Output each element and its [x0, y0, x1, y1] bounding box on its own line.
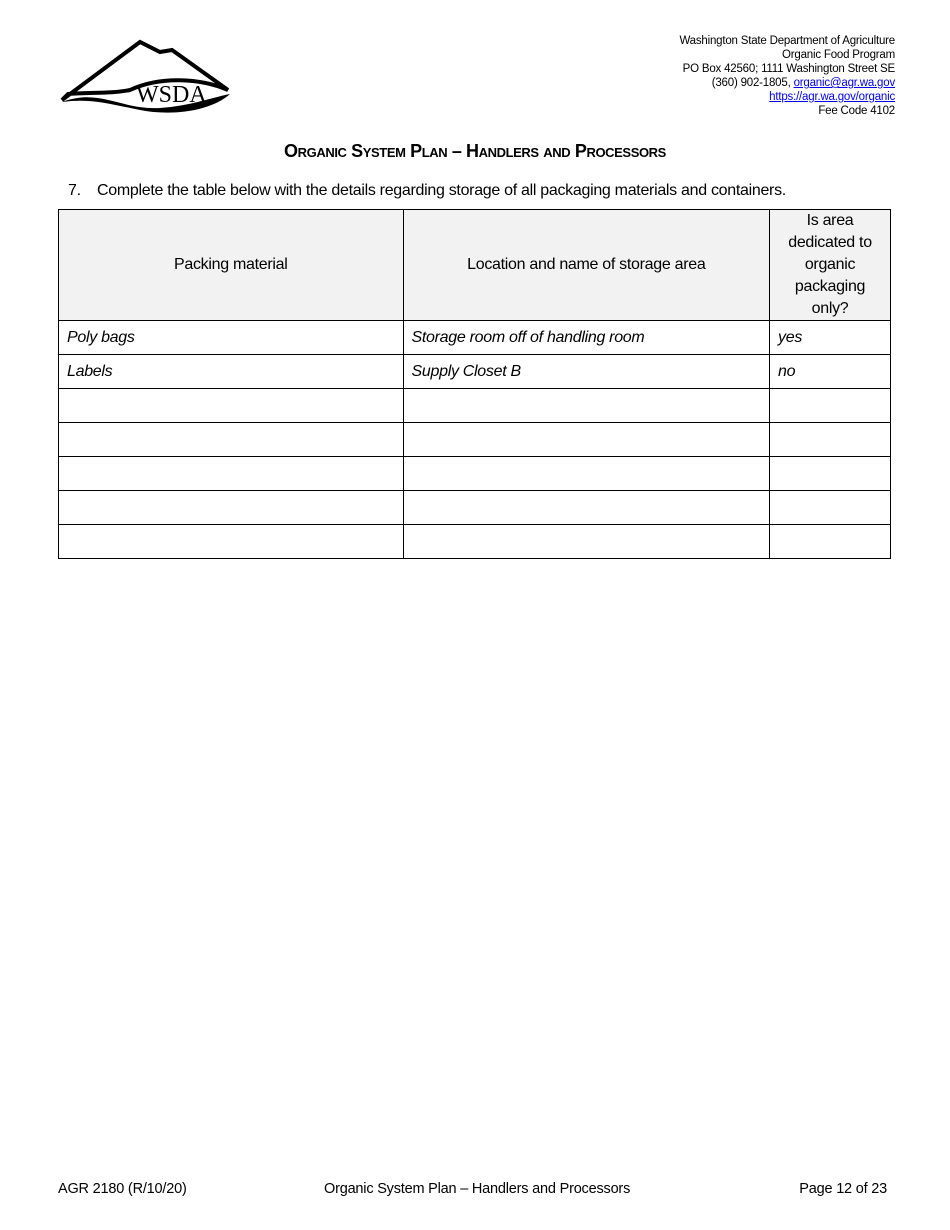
question-number: 7. [68, 182, 81, 199]
location-cell[interactable]: Storage room off of handling room [403, 321, 770, 355]
packing-material-cell[interactable] [59, 423, 404, 457]
wsda-logo [60, 38, 232, 114]
table-row [59, 321, 891, 355]
address-line: PO Box 42560; 1111 Washington Street SE [682, 63, 895, 75]
table-row [59, 491, 891, 525]
packing-material-cell[interactable]: Poly bags [59, 321, 404, 355]
location-cell[interactable] [403, 389, 770, 423]
page-title: Organic System Plan – Handlers and Processors [284, 141, 666, 161]
packing-material-cell[interactable]: Labels [59, 355, 404, 389]
dedicated-cell[interactable]: no [770, 355, 891, 389]
email-link[interactable]: organic@agr.wa.gov [793, 77, 895, 89]
location-cell[interactable] [403, 525, 770, 559]
phone: (360) 902-1805, [711, 77, 794, 89]
location-cell[interactable] [403, 457, 770, 491]
address-line: Organic Food Program [782, 49, 895, 61]
table-row [59, 389, 891, 423]
table-row [59, 423, 891, 457]
packing-material-cell[interactable] [59, 525, 404, 559]
footer-title: Organic System Plan – Handlers and Processors [324, 1181, 631, 1197]
svg-text:WSDA: WSDA [136, 82, 207, 108]
form-id: AGR 2180 (R/10/20) [58, 1181, 187, 1197]
table-row [59, 457, 891, 491]
question [68, 182, 786, 200]
dedicated-cell[interactable] [770, 525, 891, 559]
header-dedicated: Is area dedicated to organic packaging only? [770, 210, 891, 321]
packing-material-cell[interactable] [59, 491, 404, 525]
website-link[interactable]: https://agr.wa.gov/organic [769, 91, 895, 103]
question-text: Complete the table below with the details regarding storage of all packaging materials and containers. [97, 182, 786, 199]
fee-code: Fee Code 4102 [818, 105, 895, 117]
storage-table [58, 209, 891, 559]
location-cell[interactable] [403, 423, 770, 457]
dedicated-cell[interactable] [770, 389, 891, 423]
address-line: Washington State Department of Agriculture [679, 35, 895, 47]
agency-address [679, 34, 895, 118]
packing-material-cell[interactable] [59, 457, 404, 491]
table-row [59, 525, 891, 559]
location-cell[interactable]: Supply Closet B [403, 355, 770, 389]
location-cell[interactable] [403, 491, 770, 525]
header-location: Location and name of storage area [403, 210, 770, 321]
header-packing-material: Packing material [59, 210, 404, 321]
table-header-row [59, 210, 891, 321]
dedicated-cell[interactable]: yes [770, 321, 891, 355]
dedicated-cell[interactable] [770, 457, 891, 491]
dedicated-cell[interactable] [770, 491, 891, 525]
page-number: Page 12 of 23 [799, 1181, 887, 1197]
dedicated-cell[interactable] [770, 423, 891, 457]
table-row [59, 355, 891, 389]
packing-material-cell[interactable] [59, 389, 404, 423]
